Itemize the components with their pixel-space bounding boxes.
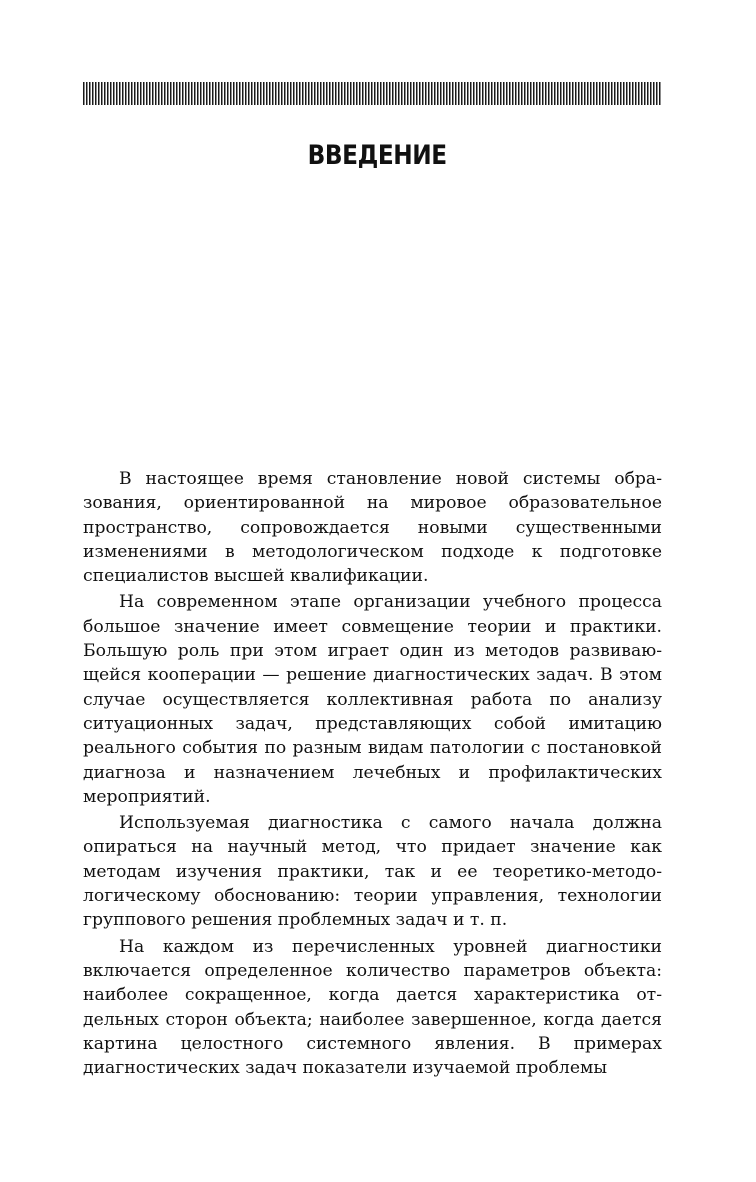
decorative-header-rule [83, 82, 662, 105]
paragraph-4: На каждом из перечисленных уровней диагностики включается определенное количество параметров объекта: наиболее сокращенное, когда дается характеристика отдельных сторон объекта; наиболее завершенное, когда дается картина целостного системного явления. В примерах диагностических задач показатели изучаемой проблемы [83, 936, 662, 1079]
paragraph-3: Используемая диагностика с самого начала должна опираться на научный метод, что придает значение как методам изучения практики, так и ее теоретико-методологическому обоснованию: теории управления, технологии группового решения проблемных задач и т. п. [83, 813, 662, 931]
paragraph-2: На современном этапе организации учебного процесса большое значение имеет совмещение теории и практики. Большую роль при этом играет один из методов развивающейся кооперации — решение диагностических задач. В этом случае осуществляется коллективная работа по анализу ситуационных задач, представляющих собой имитацию реального события по разным видам патологии с постановкой диагноза и назначением лечебных и профилактических мероприятий. [83, 592, 662, 807]
paragraph-1: В настоящее время становление новой системы образования, ориентированной на мировое образовательное пространство, сопровождается новыми существенными изменениями в методологическом подходе к подготовке специалистов высшей квалификации. [83, 469, 662, 587]
chapter-title: ВВЕДЕНИЕ [307, 140, 447, 171]
body-text [83, 467, 662, 1080]
